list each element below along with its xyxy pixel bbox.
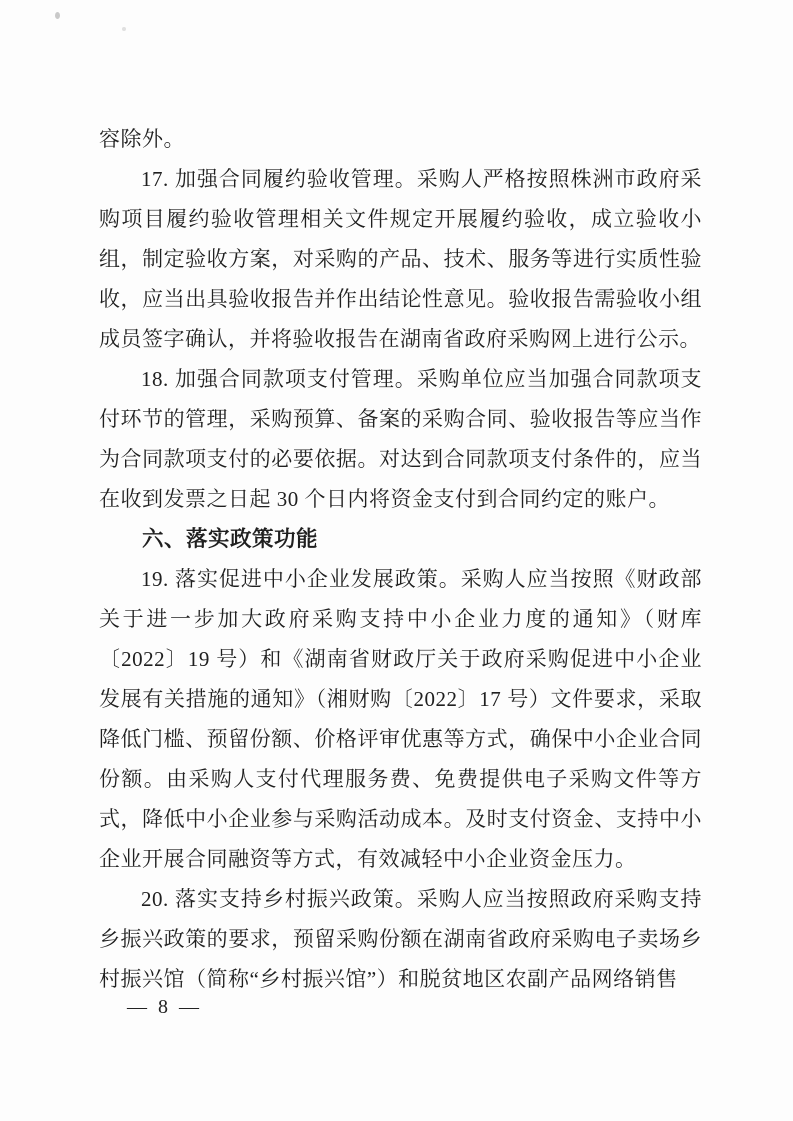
scan-speck: [122, 27, 126, 31]
page-number: — 8 —: [127, 996, 202, 1018]
paragraph-item-20: 20. 落实支持乡村振兴政策。采购人应当按照政府采购支持乡振兴政策的要求，预留采购份额在湖南省政府采购电子卖场乡村振兴馆（简称“乡村振兴馆”）和脱贫地区农副产品网络销售: [99, 887, 702, 991]
scan-speck: [55, 12, 60, 19]
paragraph-item-19: 19. 落实促进中小企业发展政策。采购人应当按照《财政部关于进一步加大政府采购支持中小企业力度的通知》（财库〔2022〕19 号）和《湖南省财政厅关于政府采购促进中小企业发展有关措施的通知》（湘财购〔2022〕17 号）文件要求，采取降低门槛、预留份额、价格评审优惠等方式，确保中小企业合同份额。由采购人支付代理服务费、免费提供电子采购文件等方式，降低中小企业参与采购活动成本。及时支付资金、支持中小企业开展合同融资等方式，有效减轻中小企业资金压力。: [99, 567, 702, 871]
section-heading: 六、落实政策功能: [142, 527, 319, 551]
document-body: [99, 119, 702, 999]
paragraph-continuation: 容除外。: [99, 127, 185, 151]
paragraph-item-17: 17. 加强合同履约验收管理。采购人严格按照株洲市政府采购项目履约验收管理相关文件规定开展履约验收，成立验收小组，制定验收方案，对采购的产品、技术、服务等进行实质性验收，应当出具验收报告并作出结论性意见。验收报告需验收小组成员签字确认，并将验收报告在湖南省政府采购网上进行公示。: [99, 167, 702, 351]
paragraph-item-18: 18. 加强合同款项支付管理。采购单位应当加强合同款项支付环节的管理，采购预算、备案的采购合同、验收报告等应当作为合同款项支付的必要依据。对达到合同款项支付条件的，应当在收到发票之日起 30 个日内将资金支付到合同约定的账户。: [99, 367, 702, 511]
